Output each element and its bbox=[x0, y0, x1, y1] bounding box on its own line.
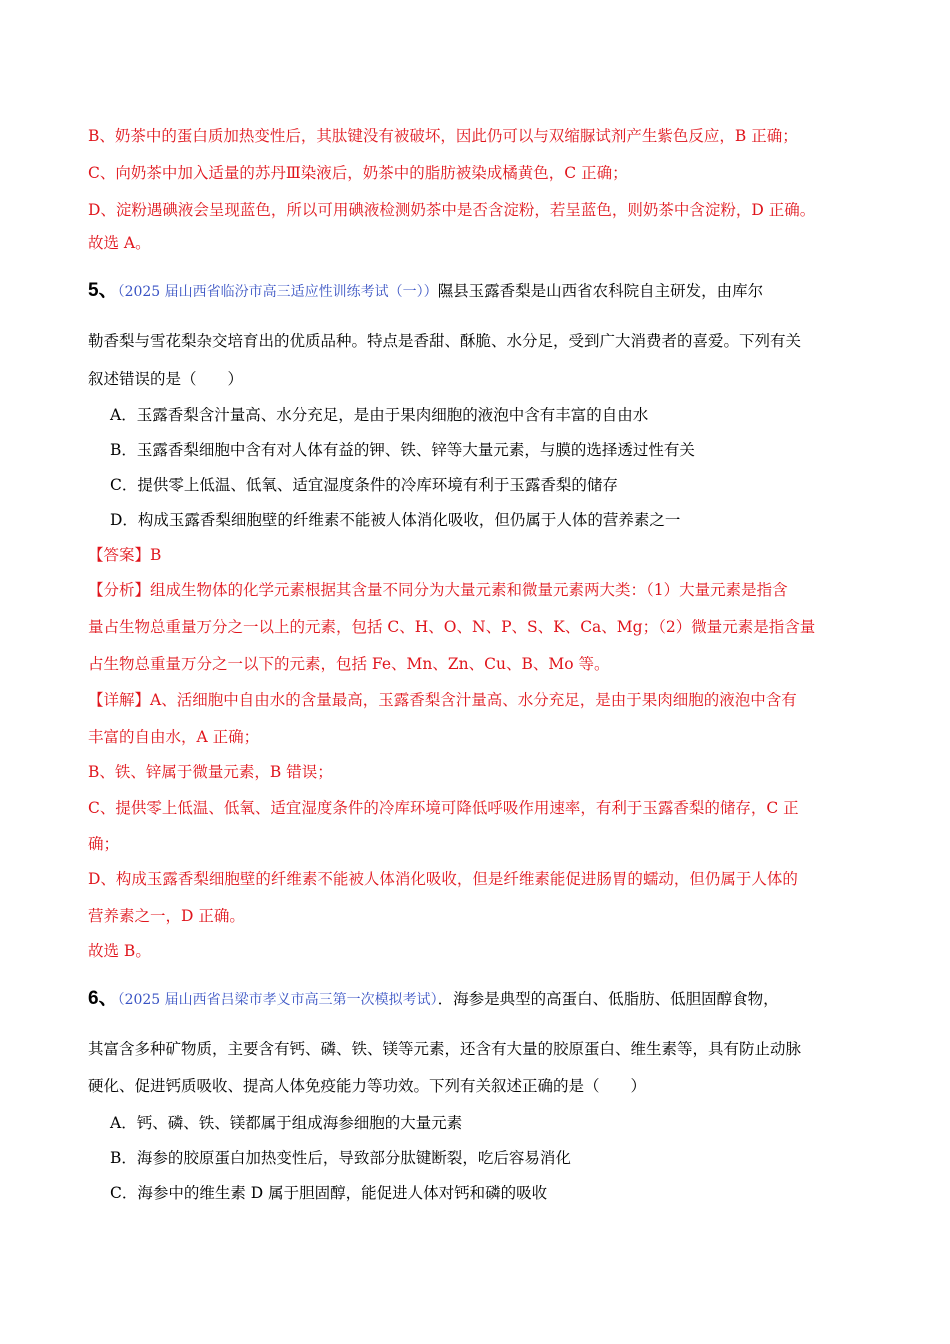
conclusion-line: 故选 B。 bbox=[88, 942, 151, 960]
question-stem: ．海参是典型的高蛋白、低脂肪、低胆固醇食物， bbox=[437, 990, 779, 1008]
analysis-line: 【分析】组成生物体的化学元素根据其含量不同分为大量元素和微量元素两大类：（1）大量元素是指含 bbox=[88, 581, 788, 599]
detail-line: C、提供零上低温、低氧、适宜湿度条件的冷库环境可降低呼吸作用速率，有利于玉露香梨的储存，C 正 bbox=[88, 799, 799, 817]
question-number: 6、 bbox=[88, 988, 118, 1009]
option-d: D．构成玉露香梨细胞壁的纤维素不能被人体消化吸收，但仍属于人体的营养素之一 bbox=[110, 511, 681, 529]
explanation-line: B、奶茶中的蛋白质加热变性后，其肽键没有被破坏，因此仍可以与双缩脲试剂产生紫色反应，B 正确； bbox=[88, 127, 798, 145]
question-stem-line: 叙述错误的是（ ） bbox=[88, 370, 244, 388]
detail-line: 【详解】A、活细胞中自由水的含量最高，玉露香梨含汁量高、水分充足，是由于果肉细胞的液泡中含有 bbox=[88, 691, 797, 709]
detail-line: B、铁、锌属于微量元素，B 错误； bbox=[88, 763, 333, 781]
option-c: C．提供零上低温、低氧、适宜湿度条件的冷库环境有利于玉露香梨的储存 bbox=[110, 476, 618, 494]
option-b: B．海参的胶原蛋白加热变性后，导致部分肽键断裂，吃后容易消化 bbox=[110, 1149, 571, 1167]
question-6-header bbox=[88, 989, 779, 1010]
option-a: A．玉露香梨含汁量高、水分充足，是由于果肉细胞的液泡中含有丰富的自由水 bbox=[110, 406, 649, 424]
question-number: 5、 bbox=[88, 280, 118, 301]
question-5-header bbox=[88, 281, 763, 302]
option-a: A．钙、磷、铁、镁都属于组成海参细胞的大量元素 bbox=[110, 1114, 463, 1132]
question-stem-line: 硬化、促进钙质吸收、提高人体免疫能力等功效。下列有关叙述正确的是（ ） bbox=[88, 1077, 647, 1095]
detail-line: 丰富的自由水，A 正确； bbox=[88, 728, 260, 746]
question-stem: 隰县玉露香梨是山西省农科院自主研发，由库尔 bbox=[437, 282, 764, 300]
explanation-line: C、向奶茶中加入适量的苏丹Ⅲ染液后，奶茶中的脂肪被染成橘黄色，C 正确； bbox=[88, 164, 628, 182]
question-stem-line: 勒香梨与雪花梨杂交培育出的优质品种。特点是香甜、酥脆、水分足，受到广大消费者的喜爱。下列有关 bbox=[88, 332, 802, 350]
detail-line: 确； bbox=[88, 835, 120, 853]
question-source: （2025 届山西省吕梁市孝义市高三第一次模拟考试） bbox=[117, 992, 438, 1008]
analysis-line: 占生物总重量万分之一以下的元素，包括 Fe、Mn、Zn、Cu、B、Mo 等。 bbox=[88, 655, 610, 673]
explanation-line: D、淀粉遇碘液会呈现蓝色，所以可用碘液检测奶茶中是否含淀粉，若呈蓝色，则奶茶中含淀粉，D 正确。 bbox=[88, 201, 816, 219]
detail-line: 营养素之一，D 正确。 bbox=[88, 907, 245, 925]
question-stem-line: 其富含多种矿物质，主要含有钙、磷、铁、镁等元素，还含有大量的胶原蛋白、维生素等，具有防止动脉 bbox=[88, 1040, 802, 1058]
conclusion-line: 故选 A。 bbox=[88, 234, 151, 252]
detail-line: D、构成玉露香梨细胞壁的纤维素不能被人体消化吸收，但是纤维素能促进肠胃的蠕动，但仍属于人体的 bbox=[88, 870, 798, 888]
option-b: B．玉露香梨细胞中含有对人体有益的钾、铁、锌等大量元素，与膜的选择透过性有关 bbox=[110, 441, 695, 459]
question-source: （2025 届山西省临汾市高三适应性训练考试（一）） bbox=[117, 284, 438, 300]
answer: 【答案】B bbox=[88, 546, 162, 564]
analysis-line: 量占生物总重量万分之一以上的元素，包括 C、H、O、N、P、S、K、Ca、Mg；（2）微量元素是指含量 bbox=[88, 618, 816, 636]
option-c: C．海参中的维生素 D 属于胆固醇，能促进人体对钙和磷的吸收 bbox=[110, 1184, 548, 1202]
